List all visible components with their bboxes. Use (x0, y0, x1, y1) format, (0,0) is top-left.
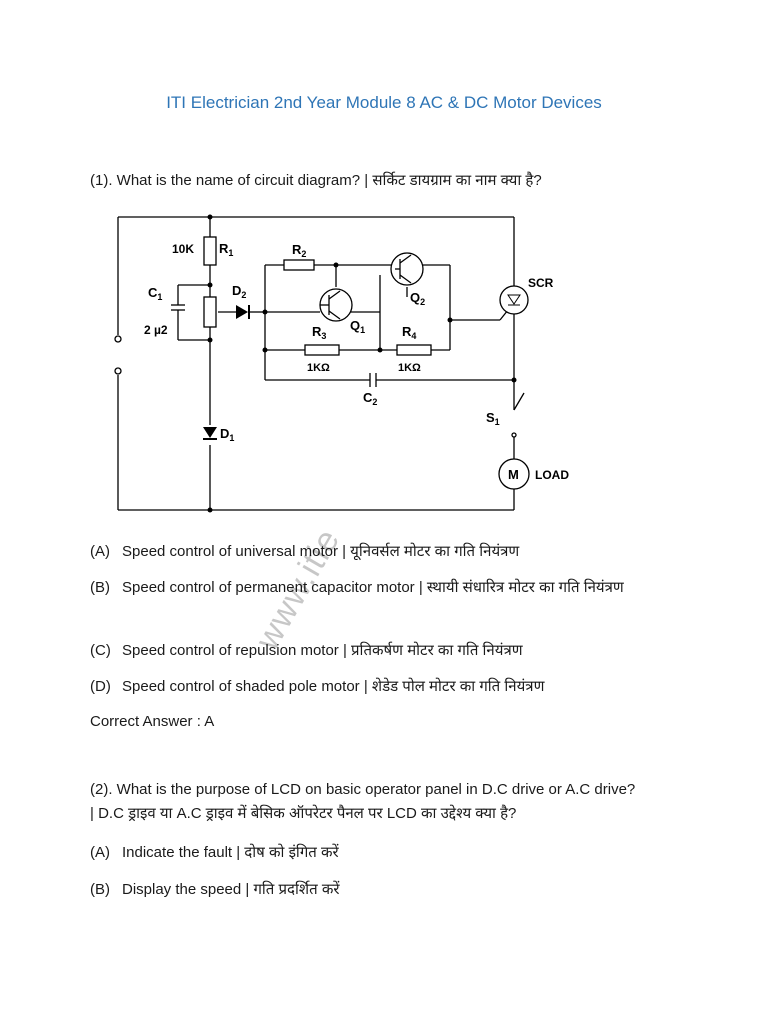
d2-label: $D_2$ (232, 283, 247, 300)
q1-option-a: (A) Speed control of universal motor | यूनिवर्सल मोटर का गति नियंत्रण (90, 543, 520, 560)
c1-value-label: 2 µ2 (144, 323, 168, 337)
q1-label: $Q_1$ (350, 318, 366, 335)
d1-label: $D_1$ (220, 426, 235, 443)
r2-label: $R_2$ (292, 242, 307, 259)
q1-correct-answer: Correct Answer : A (90, 713, 215, 730)
scr-label: SCR (528, 276, 554, 290)
question-1: (1). What is the name of circuit diagram? | सर्किट डायग्राम का नाम क्या है? (90, 172, 542, 189)
q2-option-b: (B) Display the speed | गति प्रदर्शित करें (90, 881, 340, 898)
load-label: LOAD (535, 468, 569, 482)
q2-option-a: (A) Indicate the fault | दोष को इंगित करें (90, 844, 339, 861)
r4-value-label: 1KΩ (398, 362, 421, 374)
q1-option-b: (B) Speed control of permanent capacitor motor | स्थायी संधारित्र मोटर का गति नियंत्रण (90, 579, 624, 596)
document-title: ITI Electrician 2nd Year Module 8 AC & DC Motor Devices (166, 93, 602, 112)
r4-label: $R_4$ (402, 324, 417, 341)
c1-label: $C_1$ (148, 285, 163, 302)
r3-value-label: 1KΩ (307, 362, 330, 374)
q1-option-d: (D) Speed control of shaded pole motor | शेडेड पोल मोटर का गति नियंत्रण (90, 678, 545, 695)
r3-label: $R_3$ (312, 324, 327, 341)
q2-label: $Q_2$ (410, 290, 426, 307)
question-2-line-1: (2). What is the purpose of LCD on basic operator panel in D.C drive or A.C drive? (90, 781, 636, 798)
r1-value-label: 10K (172, 242, 195, 256)
q1-option-c: (C) Speed control of repulsion motor | प्रतिकर्षण मोटर का गति नियंत्रण (90, 642, 523, 659)
c2-label: $C_2$ (363, 390, 378, 407)
motor-label: M (508, 467, 519, 482)
circuit-diagram (100, 205, 580, 520)
watermark: www.itie (248, 522, 348, 657)
s1-label: $S_1$ (486, 410, 500, 427)
question-2-line-2: | D.C ड्राइव या A.C ड्राइव में बेसिक ऑपरेटर पैनल पर LCD का उद्देश्य क्या है? (90, 805, 517, 822)
r1-label: $R_1$ (219, 241, 234, 258)
